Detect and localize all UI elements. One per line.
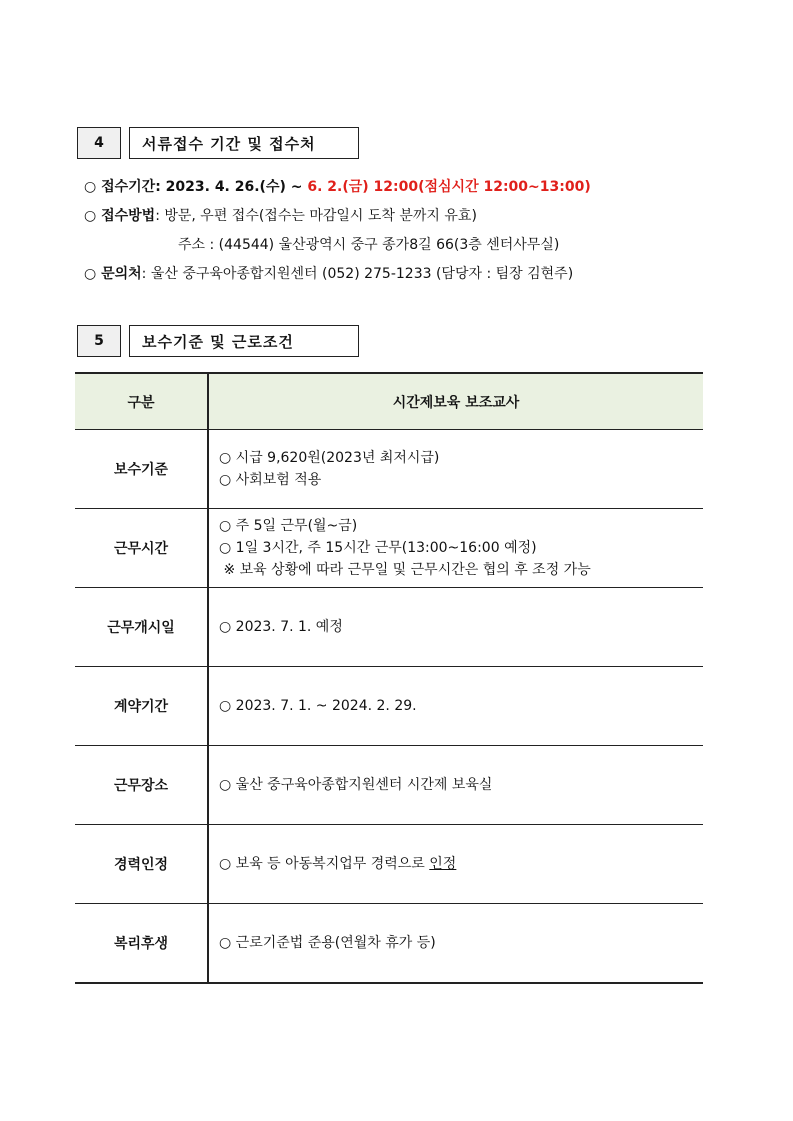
section-4-header [77, 127, 359, 159]
period-line [84, 176, 591, 196]
row-line: ○ 울산 중구육아종합지원센터 시간제 보육실 [219, 777, 493, 793]
header-category: 구분 [75, 373, 208, 430]
row-content [208, 746, 703, 825]
row-line: ○ 2023. 7. 1. 예정 [219, 619, 343, 635]
row-label: 계약기간 [75, 667, 208, 746]
row-line: ○ 보육 등 아동복지업무 경력으로 [219, 856, 430, 872]
row-underline: 인정 [429, 856, 457, 872]
row-label: 근무장소 [75, 746, 208, 825]
row-label: 경력인정 [75, 825, 208, 904]
contact-line [84, 263, 573, 283]
row-label: 근무개시일 [75, 588, 208, 667]
row-content [208, 430, 703, 509]
row-content [208, 509, 703, 588]
section-title: 서류접수 기간 및 접수처 [129, 127, 359, 159]
period-deadline: 6. 2.(금) 12:00(점심시간 12:00~13:00) [307, 179, 591, 195]
method-text: : 방문, 우편 접수(접수는 마감일시 도착 분까지 유효) [155, 208, 477, 224]
section-title: 보수기준 및 근로조건 [129, 325, 359, 357]
table-row [75, 430, 703, 509]
method-line [84, 205, 477, 225]
section-5-header [77, 325, 359, 357]
row-line: ○ 근로기준법 준용(연월차 휴가 등) [219, 934, 436, 951]
table-row [75, 588, 703, 667]
row-content [208, 588, 703, 667]
row-note: ※ 보육 상황에 따라 근무일 및 근무시간은 협의 후 조정 가능 [219, 562, 591, 578]
row-label: 복리후생 [75, 904, 208, 983]
section-number: 5 [77, 325, 121, 357]
table-row [75, 746, 703, 825]
row-line: ○ 2023. 7. 1. ~ 2024. 2. 29. [219, 698, 417, 714]
period-label: ○ 접수기간 [84, 179, 156, 195]
row-content [208, 825, 703, 904]
table-header-row [75, 373, 703, 430]
contact-text: : 울산 중구육아종합지원센터 (052) 275-1233 (담당자 : 팀장 김현주) [141, 266, 574, 282]
row-content [208, 904, 703, 983]
row-line: ○ 사회보험 적용 [219, 472, 322, 488]
table-row [75, 825, 703, 904]
row-line: ○ 시급 9,620원(2023년 최저시급) [219, 450, 440, 466]
row-label: 근무시간 [75, 509, 208, 588]
address-line: 주소 : (44544) 울산광역시 중구 종가8길 66(3층 센터사무실) [178, 237, 560, 253]
row-content [208, 667, 703, 746]
section-number: 4 [77, 127, 121, 159]
table-row [75, 904, 703, 983]
conditions-table [75, 372, 703, 984]
period-start: : 2023. 4. 26.(수) ~ [155, 179, 308, 195]
row-line: ○ 주 5일 근무(월~금) [219, 518, 358, 534]
row-line: ○ 1일 3시간, 주 15시간 근무(13:00~16:00 예정) [219, 540, 537, 556]
row-label: 보수기준 [75, 430, 208, 509]
header-position: 시간제보육 보조교사 [208, 373, 703, 430]
table-row [75, 667, 703, 746]
table-row [75, 509, 703, 588]
contact-label: ○ 문의처 [84, 266, 142, 282]
method-label: ○ 접수방법 [84, 208, 156, 224]
